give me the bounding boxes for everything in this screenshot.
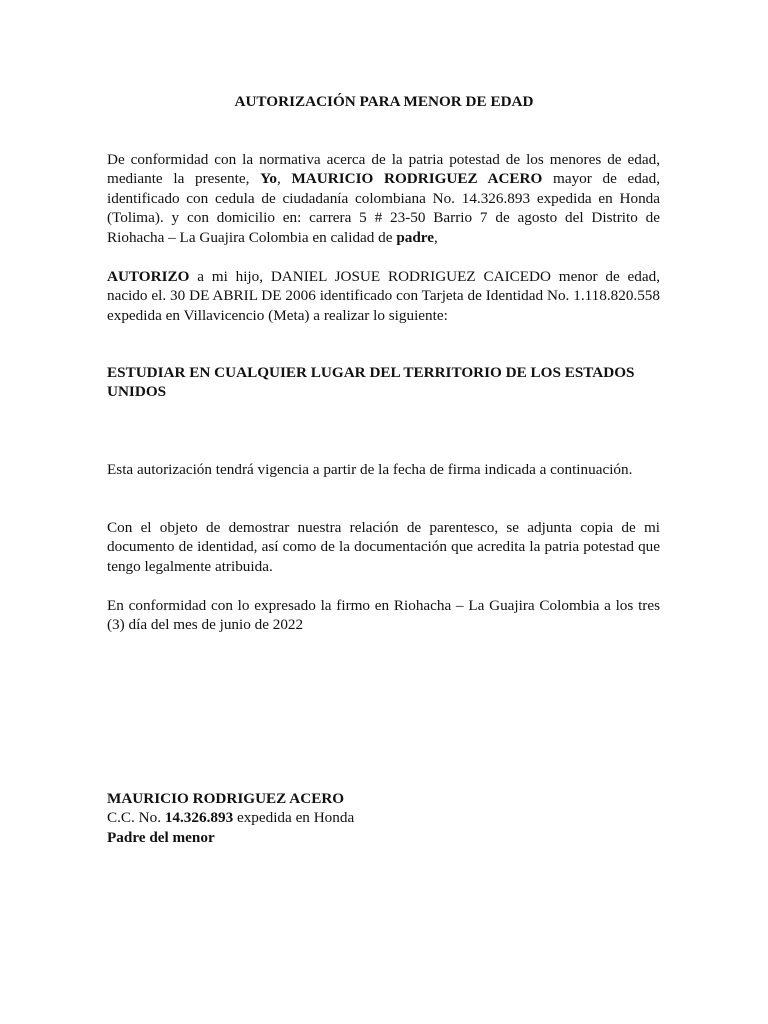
text-bold-yo: Yo [260, 170, 277, 188]
text-segment: mayor de edad, identificado con cedula de ciudadanía colombiana No. 14.326.893 expedida en Honda (Tolima). y con domicilio en: carrera 5 # 23-50 Barrio 7 de agosto del Distrito de Riohacha – La Guajira Colombia en calidad de [107, 170, 660, 246]
paragraph-validity: Esta autorización tendrá vigencia a partir de la fecha de firma indicada a continuación. [107, 461, 633, 478]
text-segment: De conformidad con la normativa acerca de la patria potestad de los menores de edad, mediante la presente, [107, 151, 660, 188]
text-bold-parent-name: MAURICIO RODRIGUEZ ACERO [291, 170, 543, 188]
paragraph-kinship-proof: Con el objeto de demostrar nuestra relación de parentesco, se adjunta copia de mi documento de identidad, así como de la documentación que acredita la patria potestad que tengo legalmente atribuida. [107, 519, 660, 575]
id-prefix: C.C. No. [107, 809, 165, 827]
paragraph-signature-place-date: En conformidad con lo expresado la firmo en Riohacha – La Guajira Colombia a los tres (3) día del mes de junio de 2022 [107, 597, 660, 634]
document-title: AUTORIZACIÓN PARA MENOR DE EDAD [234, 93, 534, 110]
paragraph-declaration [107, 150, 660, 247]
text-segment: , [276, 170, 292, 188]
text-bold-padre: padre [396, 228, 435, 246]
signer-role: Padre del menor [107, 828, 215, 846]
id-number: 14.326.893 [164, 809, 234, 827]
signer-id-line [107, 808, 660, 827]
authorized-activity-heading: ESTUDIAR EN CUALQUIER LUGAR DEL TERRITORIO DE LOS ESTADOS UNIDOS [107, 364, 635, 401]
paragraph-authorization [107, 267, 660, 325]
signer-name: MAURICIO RODRIGUEZ ACERO [107, 790, 345, 807]
text-segment: , [434, 228, 438, 246]
id-suffix: expedida en Honda [233, 809, 355, 827]
text-segment: a mi hijo, DANIEL JOSUE RODRIGUEZ CAICEDO menor de edad, nacido el. 30 DE ABRIL DE 2006 identificado con Tarjeta de Identidad No. 1.118.820.558 expedida en Villavicencio (Meta) a realizar lo siguiente: [107, 268, 660, 324]
signature-block [107, 789, 660, 847]
text-bold-autorizo: AUTORIZO [107, 268, 190, 285]
